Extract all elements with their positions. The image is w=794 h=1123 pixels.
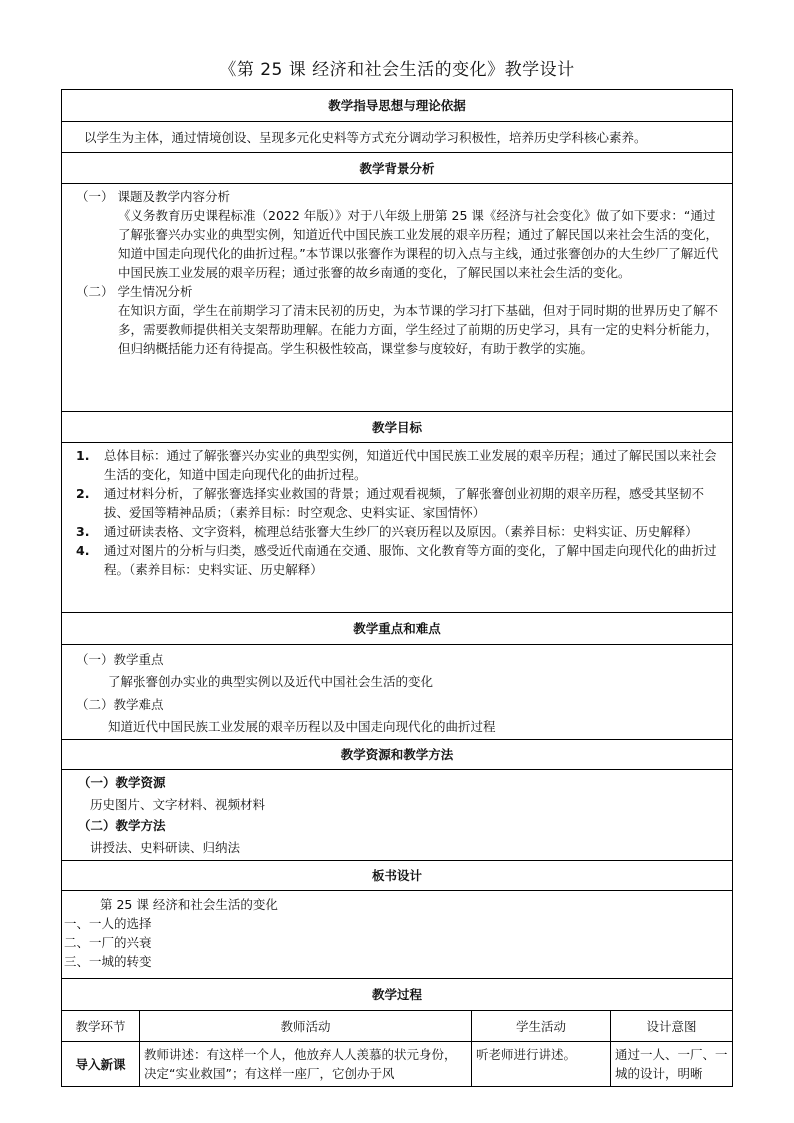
difficulty-title: （二）教学难点 xyxy=(76,697,164,712)
goal-text: 通过材料分析，了解张謇选择实业救国的背景；通过观看视频，了解张謇创业初期的艰辛历程，感受其坚韧不拔、爱国等精神品质；（素养目标：时空观念、史料实证、家国情怀） xyxy=(104,486,705,520)
section-header-process: 教学过程 xyxy=(62,979,733,1011)
section-header-goals: 教学目标 xyxy=(62,412,733,443)
keypoints-content xyxy=(62,645,733,740)
lesson-plan-table xyxy=(61,89,733,1087)
goal-item xyxy=(68,541,720,579)
background-part1-title: （一） 课题及教学内容分析 xyxy=(76,189,230,204)
methods-title: （二）教学方法 xyxy=(78,818,166,833)
section-header-resources: 教学资源和教学方法 xyxy=(62,740,733,770)
goal-text: 总体目标：通过了解张謇兴办实业的典型实例，知道近代中国民族工业发展的艰辛历程；通过了解民国以来社会生活的变化，知道中国走向现代化的曲折过程。 xyxy=(104,448,717,482)
methods-text: 讲授法、史料研读、归纳法 xyxy=(90,840,241,855)
section-header-background: 教学背景分析 xyxy=(62,153,733,184)
goal-number: 4. xyxy=(76,543,90,558)
board-line: 三、一城的转变 xyxy=(64,954,152,969)
board-content xyxy=(62,891,733,979)
background-part2-text: 在知识方面，学生在前期学习了清末民初的历史，为本节课的学习打下基础，但对于同时期的世界历史了解不多，需要教师提供相关支架帮助理解。在能力方面，学生经过了前期的历史学习，具有一定的史料分析能力，但归纳概括能力还有待提高。学生积极性较高，课堂参与度较好，有助于教学的实施。 xyxy=(118,303,719,356)
goal-item xyxy=(68,446,720,484)
board-line-title: 第 25 课 经济和社会生活的变化 xyxy=(100,897,278,912)
goal-number: 2. xyxy=(76,486,90,501)
column-header-student: 学生活动 xyxy=(472,1011,611,1042)
section-header-board: 板书设计 xyxy=(62,861,733,891)
stage-cell: 导入新课 xyxy=(62,1042,140,1087)
table-row xyxy=(62,1042,733,1087)
resources-content xyxy=(62,770,733,861)
background-content xyxy=(62,184,733,412)
goal-number: 1. xyxy=(76,448,90,463)
section-header-guiding: 教学指导思想与理论依据 xyxy=(62,90,733,122)
design-intent-cell: 通过一人、一厂、一城的设计，明晰 xyxy=(611,1042,733,1087)
focus-text: 了解张謇创办实业的典型实例以及近代中国社会生活的变化 xyxy=(108,674,434,689)
column-header-stage: 教学环节 xyxy=(62,1011,140,1042)
goals-list xyxy=(68,446,726,579)
section-header-keypoints: 教学重点和难点 xyxy=(62,613,733,645)
goal-item xyxy=(68,484,720,522)
column-header-teacher: 教师活动 xyxy=(140,1011,472,1042)
goal-number: 3. xyxy=(76,524,90,539)
student-activity-cell: 听老师进行讲述。 xyxy=(472,1042,611,1087)
column-header-intent: 设计意图 xyxy=(611,1011,733,1042)
goal-text: 通过研读表格、文字资料，梳理总结张謇大生纱厂的兴衰历程以及原因。（素养目标：史料实证、历史解释） xyxy=(104,524,698,539)
background-part2-title: （二） 学生情况分析 xyxy=(76,284,193,299)
board-line: 一、一人的选择 xyxy=(64,916,152,931)
document-title: 《第 25 课 经济和社会生活的变化》教学设计 xyxy=(219,60,575,80)
focus-title: （一）教学重点 xyxy=(76,652,164,667)
goals-content xyxy=(62,443,733,613)
background-part1-text: 《义务教育历史课程标准（2022 年版）》对于八年级上册第 25 课《经济与社会变化》做了如下要求：“通过了解张謇兴办实业的典型实例，知道近代中国民族工业发展的艰辛历程；通过了解民国以来社会生活的变化，知道中国走向现代化的曲折过程。”本节课以张謇作为课程的切入点与主线，通过张謇创办的大生纱厂了解近代中国民族工业发展的艰辛历程；通过张謇的故乡南通的变化，了解民国以来社会生活的变化。 xyxy=(118,208,719,280)
difficulty-text: 知道近代中国民族工业发展的艰辛历程以及中国走向现代化的曲折过程 xyxy=(108,719,496,734)
goal-item xyxy=(68,522,720,541)
resources-text: 历史图片、文字材料、视频材料 xyxy=(90,797,266,812)
board-line: 二、一厂的兴衰 xyxy=(64,935,152,950)
teacher-activity-cell: 教师讲述：有这样一个人，他放弃人人羡慕的状元身份，决定“实业救国”；有这样一座厂，它创办于风 xyxy=(140,1042,472,1087)
goal-text: 通过对图片的分析与归类，感受近代南通在交通、服饰、文化教育等方面的变化，了解中国走向现代化的曲折过程。（素养目标：史料实证、历史解释） xyxy=(104,543,717,577)
guiding-text: 以学生为主体，通过情境创设、呈现多元化史料等方式充分调动学习积极性，培养历史学科核心素养。 xyxy=(62,122,733,153)
resources-title: （一）教学资源 xyxy=(78,775,166,790)
